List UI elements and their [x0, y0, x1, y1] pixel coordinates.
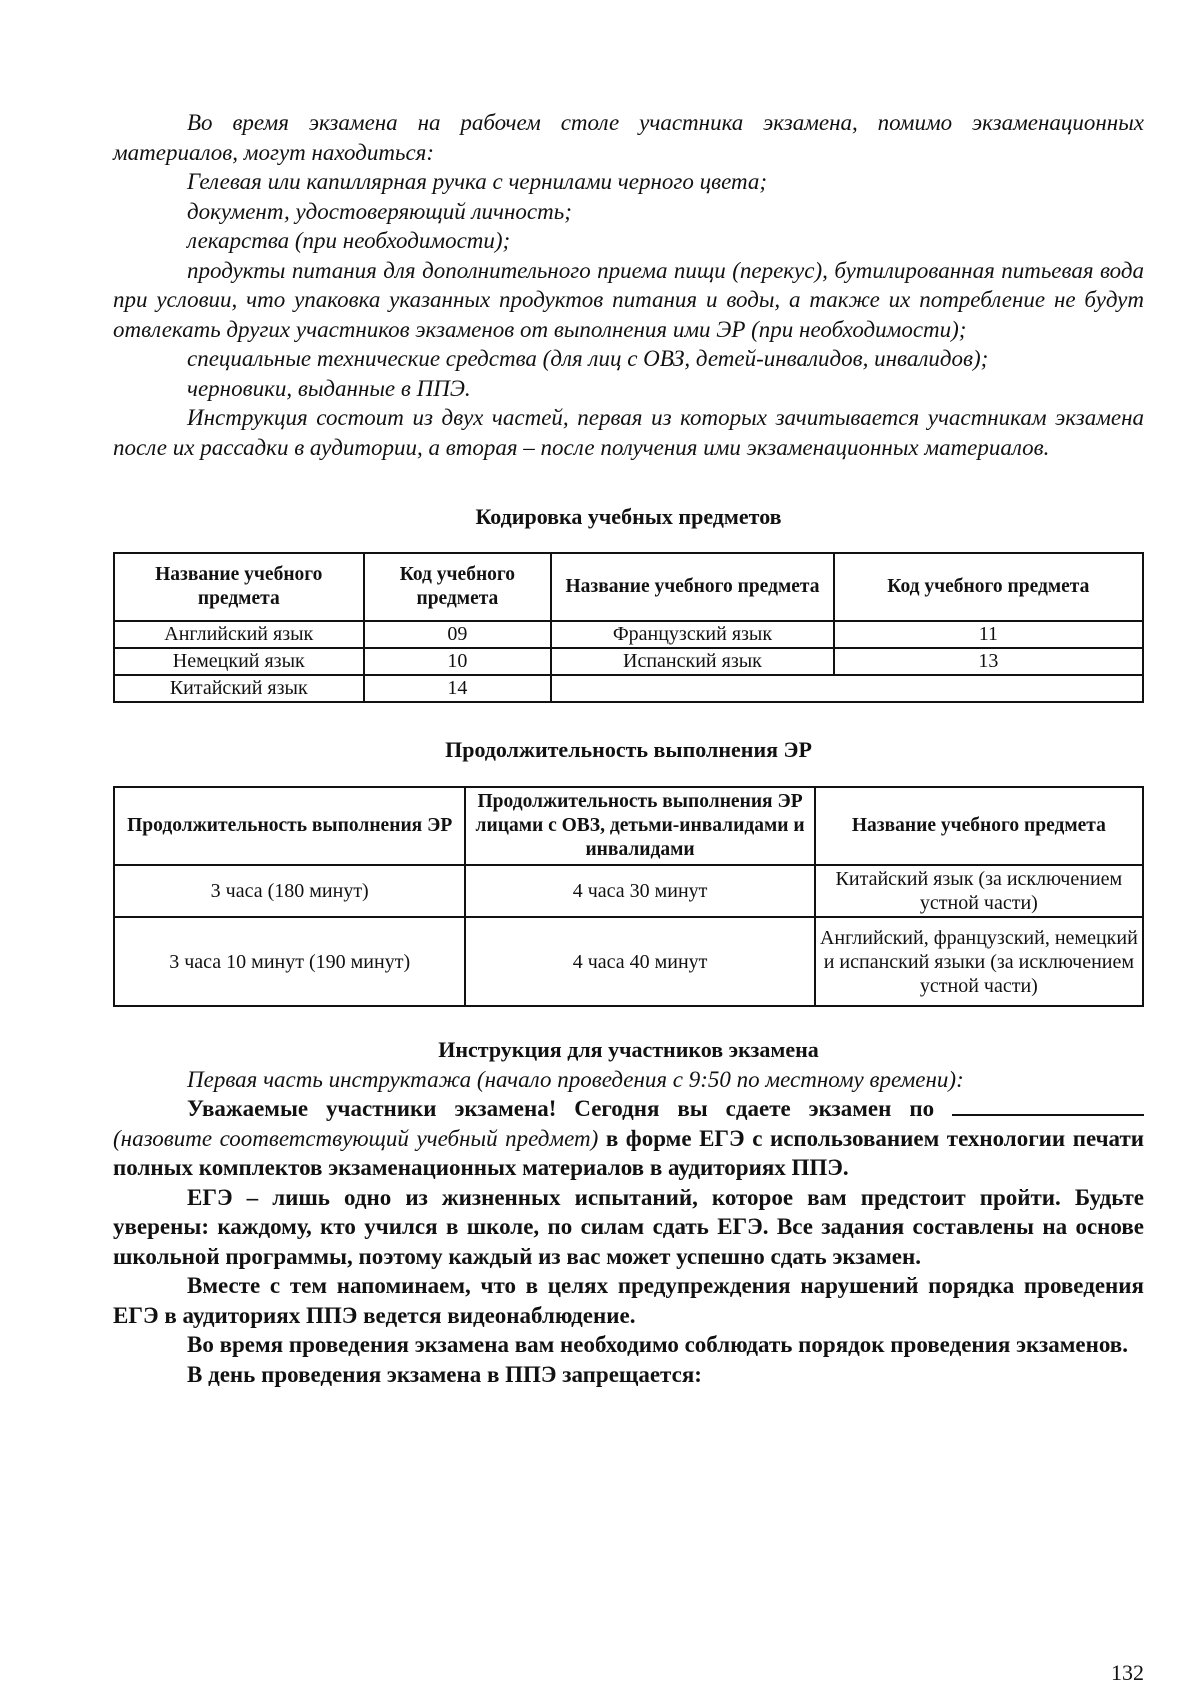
column-header: Название учебного предмета	[114, 553, 364, 621]
instruction-subtitle: Первая часть инструктажа (начало проведения с 9:50 по местному времени):	[187, 1066, 964, 1092]
table-cell: 4 часа 40 минут	[465, 917, 814, 1006]
list-item: Гелевая или капиллярная ручка с чернилами черного цвета;	[187, 169, 768, 194]
table-row	[114, 621, 1143, 648]
list-item: черновики, выданные в ППЭ.	[187, 375, 471, 401]
list-item: лекарства (при необходимости);	[187, 228, 511, 253]
instruction-paragraph: ЕГЭ – лишь одно из жизненных испытаний, которое вам предстоит пройти. Будьте уверены: каждому, кто учился в школе, по силам сдать ЕГЭ. Все задания составлены на основе школьной программы, поэтому каждый из вас может успешно сдать экзамен.	[113, 1184, 1144, 1269]
column-header: Продолжительность выполнения ЭР	[114, 787, 465, 865]
table-cell: Английский язык	[114, 621, 364, 648]
duration-table-title: Продолжительность выполнения ЭР	[445, 736, 812, 762]
greeting-paragraph	[113, 1094, 1144, 1183]
intro-paragraph: Во время экзамена на рабочем столе участника экзамена, помимо экзаменационных материалов, могут находиться:	[113, 110, 1144, 165]
coding-table	[113, 552, 1144, 703]
table-cell: Китайский язык	[114, 675, 364, 702]
column-header: Название учебного предмета	[815, 787, 1143, 865]
table-cell: 14	[364, 675, 552, 702]
table-cell: Английский, французский, немецкий и испанский языки (за исключением устной части)	[815, 917, 1143, 1006]
table-cell: 09	[364, 621, 552, 648]
table-header-row	[114, 553, 1143, 621]
table-cell: 3 часа 10 минут (190 минут)	[114, 917, 465, 1006]
page-content	[113, 108, 1144, 1389]
instruction-note: Инструкция состоит из двух частей, первая из которых зачитывается участникам экзамена после их рассадки в аудитории, а вторая – после получения ими экзаменационных материалов.	[113, 405, 1144, 460]
page-number: 132	[1111, 1660, 1144, 1685]
table-header-row	[114, 787, 1143, 865]
table-cell: 13	[834, 648, 1143, 675]
column-header: Код учебного предмета	[834, 553, 1143, 621]
subject-hint: (назовите соответствующий учебный предмет)	[113, 1125, 599, 1151]
table-cell-empty	[551, 675, 1143, 702]
instruction-paragraph: В день проведения экзамена в ППЭ запрещается:	[187, 1361, 702, 1387]
column-header: Название учебного предмета	[551, 553, 833, 621]
table-cell: Французский язык	[551, 621, 833, 648]
duration-table	[113, 786, 1144, 1007]
coding-table-title: Кодировка учебных предметов	[475, 504, 782, 529]
greeting-text-end: в форме ЕГЭ с использованием технологии печати полных комплектов экзаменационных материалов в аудиториях ППЭ.	[113, 1125, 1145, 1180]
table-cell: Немецкий язык	[114, 648, 364, 675]
instruction-title: Инструкция для участников экзамена	[438, 1037, 819, 1062]
list-item: документ, удостоверяющий личность;	[187, 198, 572, 224]
table-cell: Китайский язык (за исключением устной части)	[815, 865, 1143, 917]
table-cell: 11	[834, 621, 1143, 648]
list-item: продукты питания для дополнительного приема пищи (перекус), бутилированная питьевая вода при условии, что упаковка указанных продуктов питания и воды, а также их потребление не будут отвлекать других участников экзаменов от выполнения ими ЭР (при необходимости);	[113, 257, 1144, 342]
instruction-paragraph: Вместе с тем напоминаем, что в целях предупреждения нарушений порядка проведения ЕГЭ в аудиториях ППЭ ведется видеонаблюдение.	[113, 1273, 1144, 1328]
greeting-text: Уважаемые участники экзамена! Сегодня вы сдаете экзамен по	[187, 1096, 935, 1121]
table-cell: Испанский язык	[551, 648, 833, 675]
table-row	[114, 917, 1143, 1006]
table-cell: 10	[364, 648, 552, 675]
table-cell: 4 часа 30 минут	[465, 865, 814, 917]
column-header: Продолжительность выполнения ЭР лицами с ОВЗ, детьми-инвалидами и инвалидами	[465, 787, 814, 865]
table-row	[114, 648, 1143, 675]
table-row	[114, 675, 1143, 702]
list-item: специальные технические средства (для лиц с ОВЗ, детей-инвалидов, инвалидов);	[187, 346, 989, 371]
table-cell: 3 часа (180 минут)	[114, 865, 465, 917]
table-row	[114, 865, 1143, 917]
subject-blank-line	[952, 1094, 1144, 1116]
column-header: Код учебного предмета	[364, 553, 552, 621]
instruction-paragraph: Во время проведения экзамена вам необходимо соблюдать порядок проведения экзаменов.	[187, 1332, 1128, 1357]
